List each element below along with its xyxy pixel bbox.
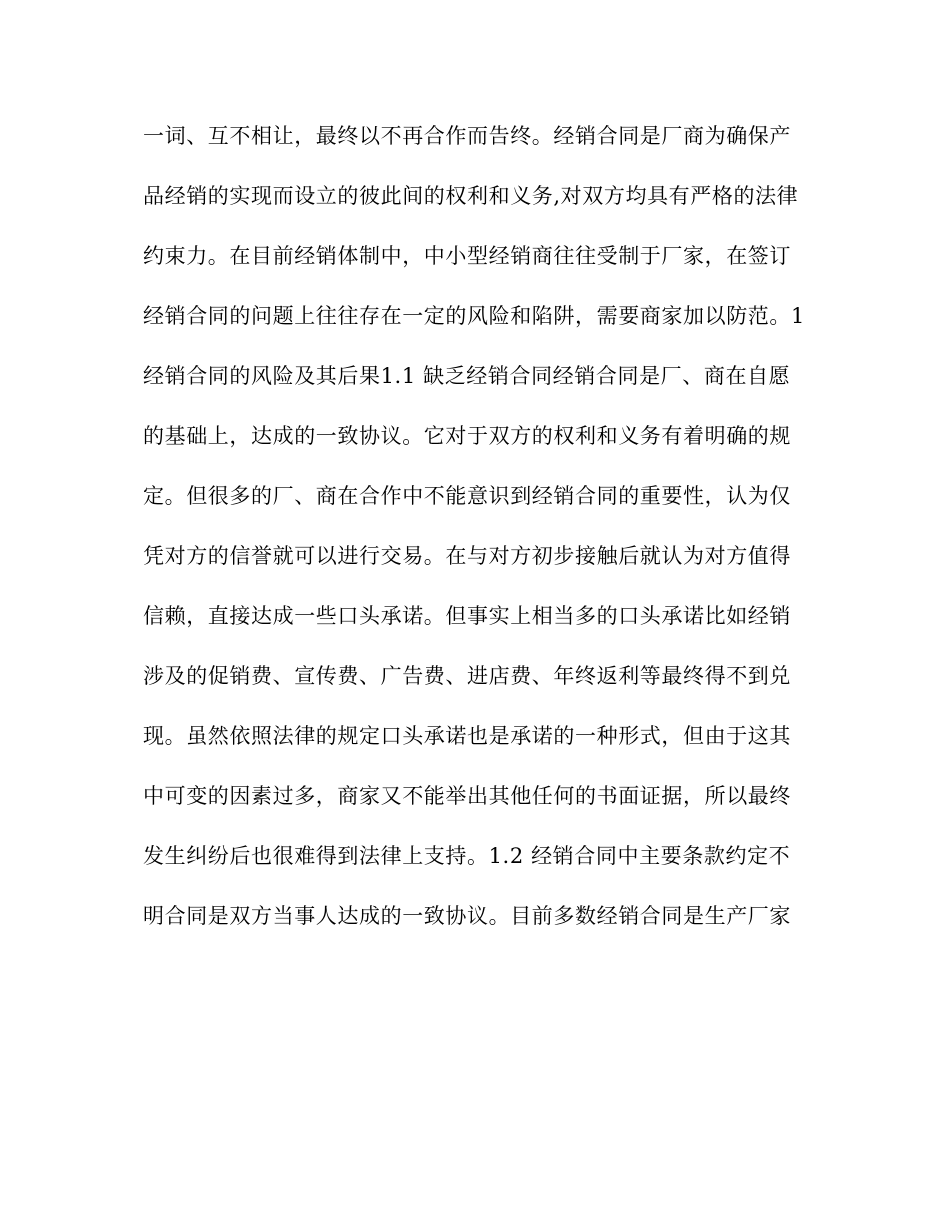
text-line-4: 经销合同的问题上往往存在一定的风险和陷阱，需要商家加以防范。1 [143, 304, 805, 328]
text-line-7: 定。但很多的厂、商在合作中不能意识到经销合同的重要性，认为仅 [143, 484, 791, 508]
text-line-1: 一词、互不相让，最终以不再合作而告终。经销合同是厂商为确保产 [143, 124, 791, 148]
text-line-12: 中可变的因素过多，商家又不能举出其他任何的书面证据，所以最终 [143, 784, 791, 808]
text-line-2: 品经销的实现而设立的彼此间的权利和义务,对双方均具有严格的法律 [143, 184, 799, 208]
body-text [143, 116, 823, 956]
text-line-8: 凭对方的信誉就可以进行交易。在与对方初步接触后就认为对方值得 [143, 544, 791, 568]
text-line-10: 涉及的促销费、宣传费、广告费、进店费、年终返利等最终得不到兑 [143, 664, 791, 688]
text-line-13: 发生纠纷后也很难得到法律上支持。1.2 经销合同中主要条款约定不 [143, 844, 791, 868]
text-line-3: 约束力。在目前经销体制中，中小型经销商往往受制于厂家，在签订 [143, 244, 791, 268]
text-line-6: 的基础上，达成的一致协议。它对于双方的权利和义务有着明确的规 [143, 424, 791, 448]
text-line-11: 现。虽然依照法律的规定口头承诺也是承诺的一种形式，但由于这其 [143, 724, 791, 748]
text-line-14: 明合同是双方当事人达成的一致协议。目前多数经销合同是生产厂家 [143, 904, 791, 928]
text-line-5: 经销合同的风险及其后果1.1 缺乏经销合同经销合同是厂、商在自愿 [143, 364, 791, 388]
text-line-9: 信赖，直接达成一些口头承诺。但事实上相当多的口头承诺比如经销 [143, 604, 791, 628]
